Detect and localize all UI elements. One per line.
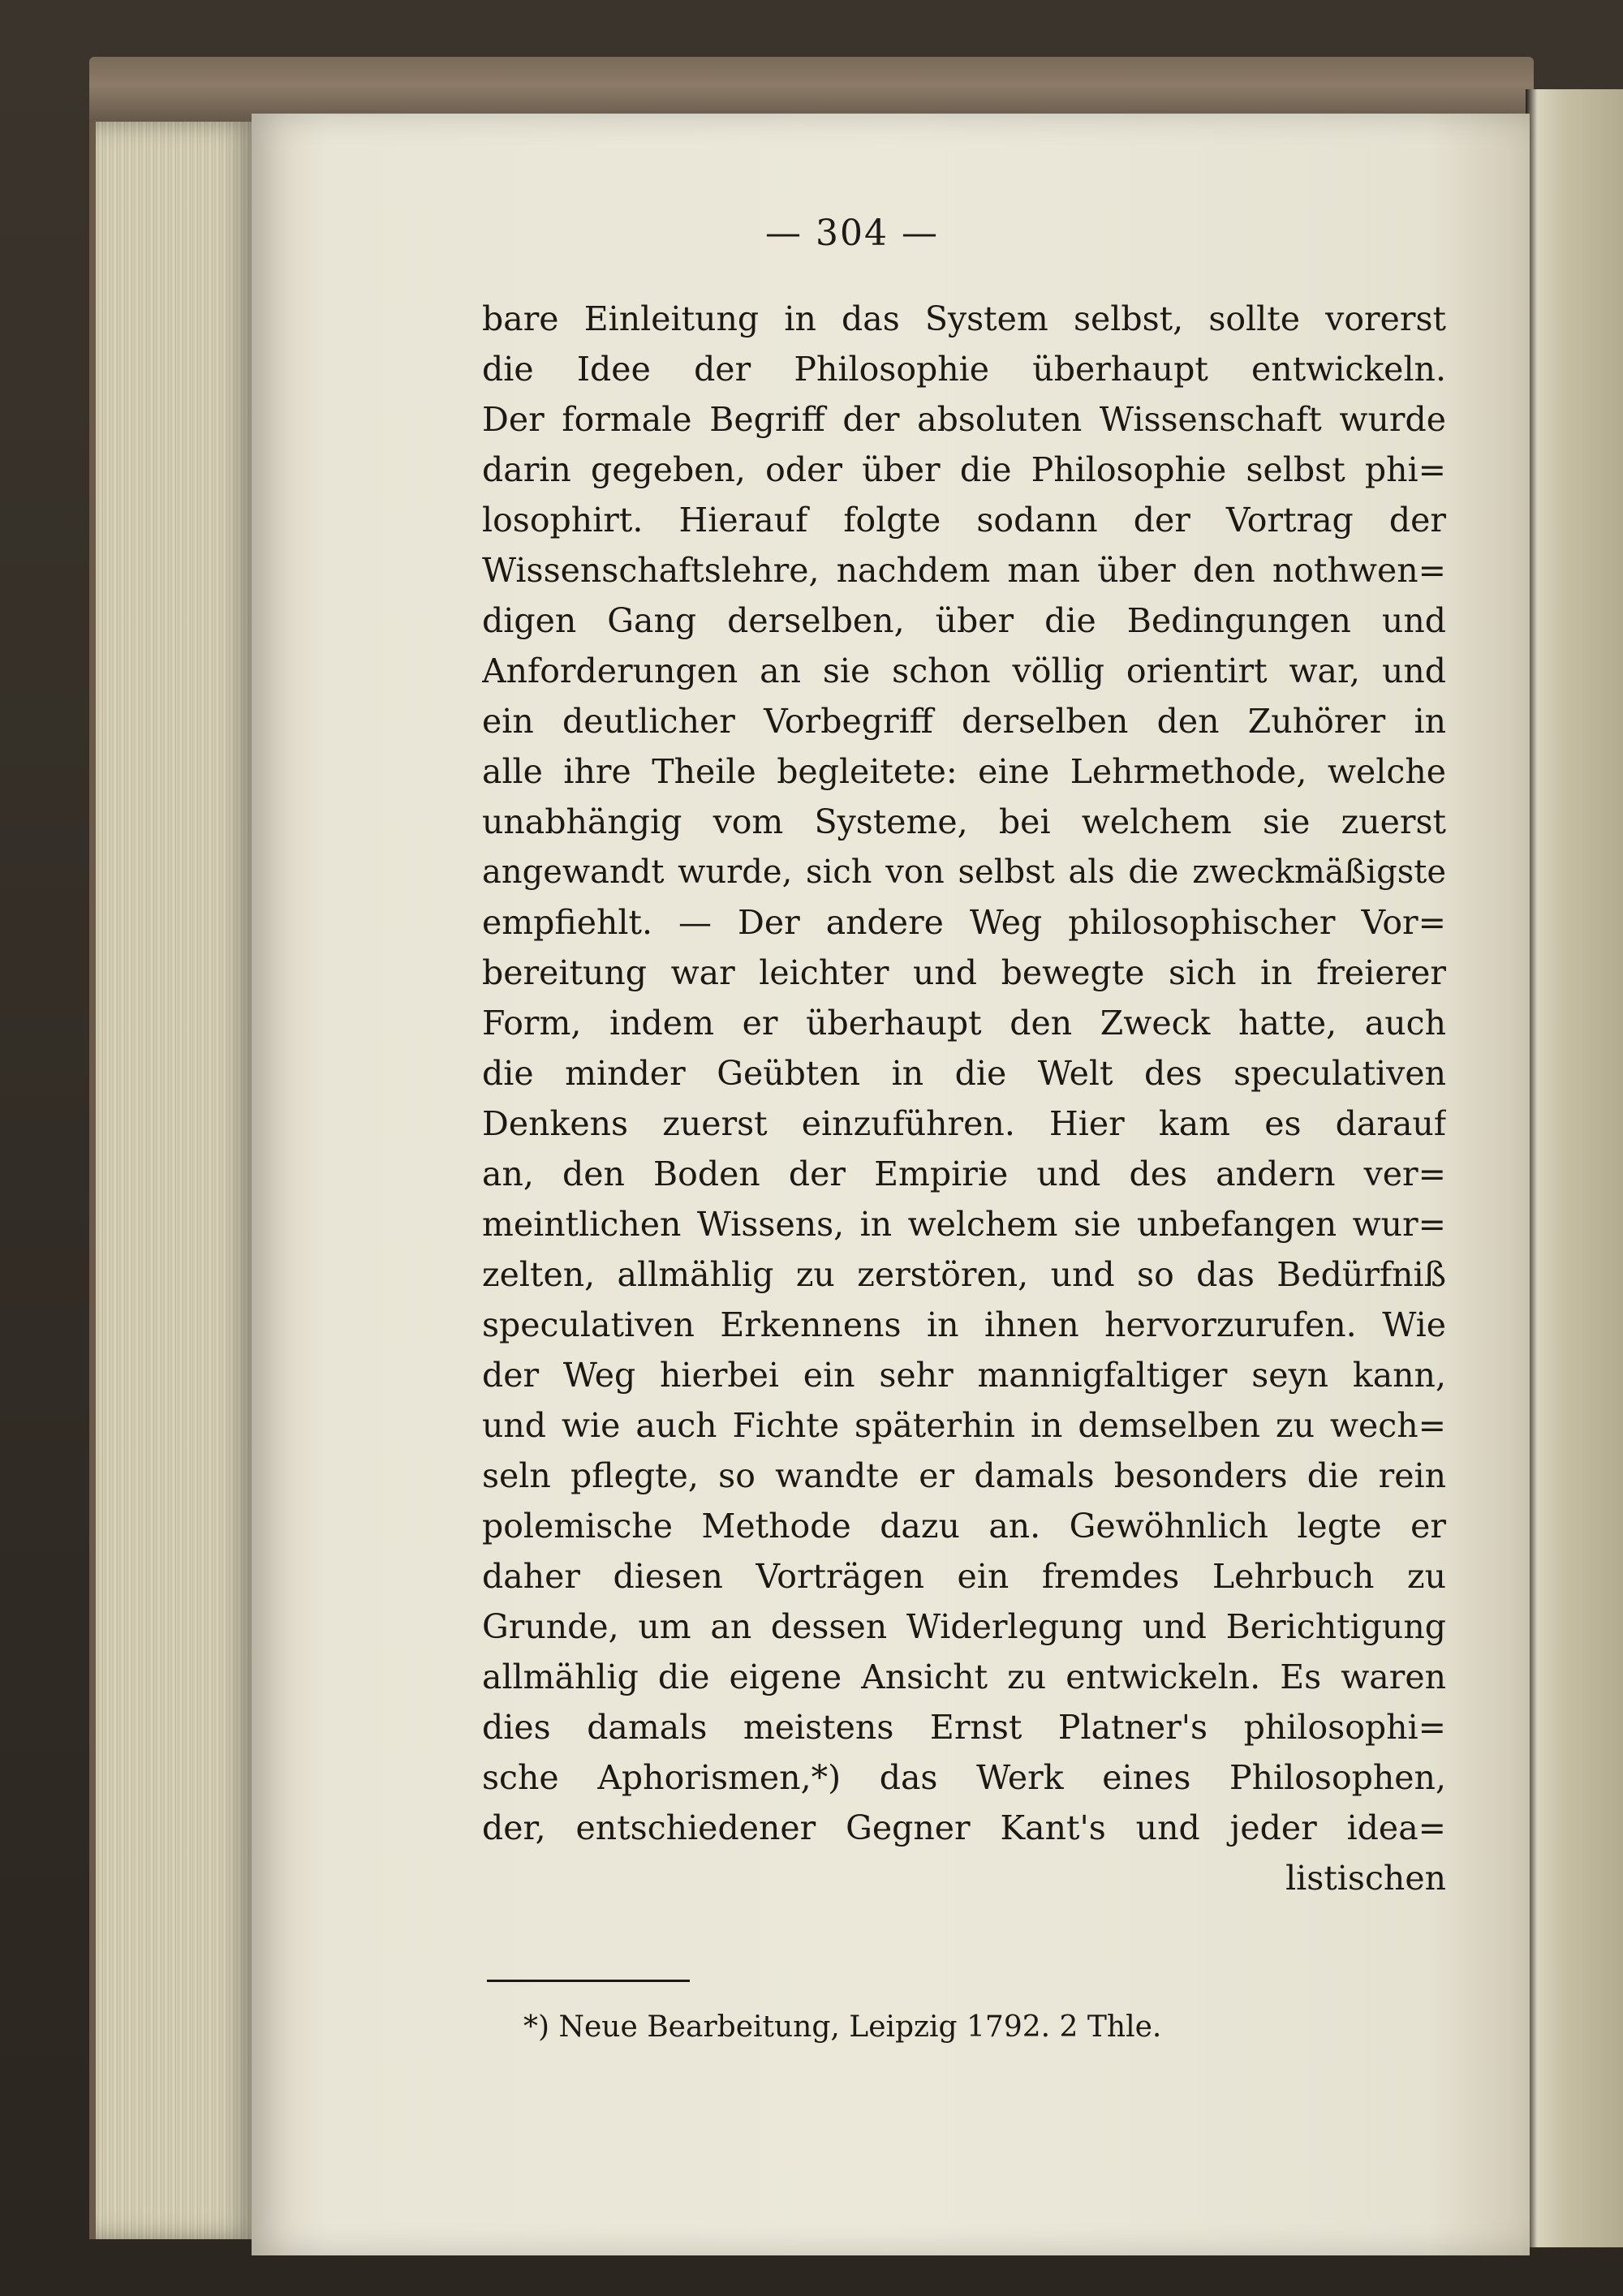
text-line: polemische Methode dazu an. Gewöhnlich legte er <box>482 1507 1446 1546</box>
left-page-stack <box>89 122 258 2239</box>
right-page-edge <box>1526 89 1623 2247</box>
footnote: *) Neue Bearbeitung, Leipzig 1792. 2 Thle. <box>523 2010 1162 2044</box>
text-line: sche Aphorismen,*) das Werk eines Philosophen, <box>482 1758 1446 1797</box>
catchword: listischen <box>1285 1859 1446 1898</box>
text-line: unabhängig vom Systeme, bei welchem sie zuerst <box>482 802 1446 841</box>
text-line: und wie auch Fichte späterhin in demselben zu wech= <box>482 1406 1446 1445</box>
footnote-divider <box>487 1980 690 1982</box>
text-line: meintlichen Wissens, in welchem sie unbefangen wur= <box>482 1205 1446 1244</box>
text-line: bereitung war leichter und bewegte sich in freierer <box>482 953 1446 992</box>
text-line: Wissenschaftslehre, nachdem man über den nothwen= <box>482 551 1446 590</box>
text-line: dies damals meistens Ernst Platner's philosophi= <box>482 1708 1446 1747</box>
body-text <box>482 294 1446 1903</box>
text-line: bare Einleitung in das System selbst, sollte vorerst <box>482 299 1446 338</box>
page-number: — 304 — <box>765 213 939 254</box>
text-line: seln pflegte, so wandte er damals besonders die rein <box>482 1456 1446 1495</box>
text-line: der, entschiedener Gegner Kant's und jeder idea= <box>482 1808 1446 1847</box>
text-line: losophirt. Hierauf folgte sodann der Vortrag der <box>482 501 1446 540</box>
text-line: Anforderungen an sie schon völlig orientirt war, und <box>482 651 1446 690</box>
text-line: digen Gang derselben, über die Bedingungen und <box>482 601 1446 640</box>
text-line: daher diesen Vorträgen ein fremdes Lehrbuch zu <box>482 1557 1446 1596</box>
text-line: empfiehlt. — Der andere Weg philosophischer Vor= <box>482 903 1446 942</box>
text-line: ein deutlicher Vorbegriff derselben den Zuhörer in <box>482 702 1446 741</box>
text-line: Form, indem er überhaupt den Zweck hatte, auch <box>482 1004 1446 1043</box>
text-line: Der formale Begriff der absoluten Wissenschaft wurde <box>482 400 1446 439</box>
text-line: alle ihre Theile begleitete: eine Lehrmethode, welche <box>482 752 1446 791</box>
text-line: der Weg hierbei ein sehr mannigfaltiger seyn kann, <box>482 1356 1446 1395</box>
text-line: Denkens zuerst einzuführen. Hier kam es darauf <box>482 1104 1446 1143</box>
text-line: Grunde, um an dessen Widerlegung und Berichtigung <box>482 1607 1446 1646</box>
text-line: darin gegeben, oder über die Philosophie selbst phi= <box>482 450 1446 489</box>
text-line: die minder Geübten in die Welt des speculativen <box>482 1054 1446 1093</box>
text-line: zelten, allmählig zu zerstören, und so das Bedürfniß <box>482 1255 1446 1294</box>
text-line: an, den Boden der Empirie und des andern ver= <box>482 1154 1446 1193</box>
text-line: angewandt wurde, sich von selbst als die zweckmäßigste <box>482 853 1446 891</box>
text-line: allmählig die eigene Ansicht zu entwickeln. Es waren <box>482 1658 1446 1696</box>
text-line: die Idee der Philosophie überhaupt entwickeln. <box>482 350 1446 389</box>
text-line: speculativen Erkennens in ihnen hervorzurufen. Wie <box>482 1305 1446 1344</box>
